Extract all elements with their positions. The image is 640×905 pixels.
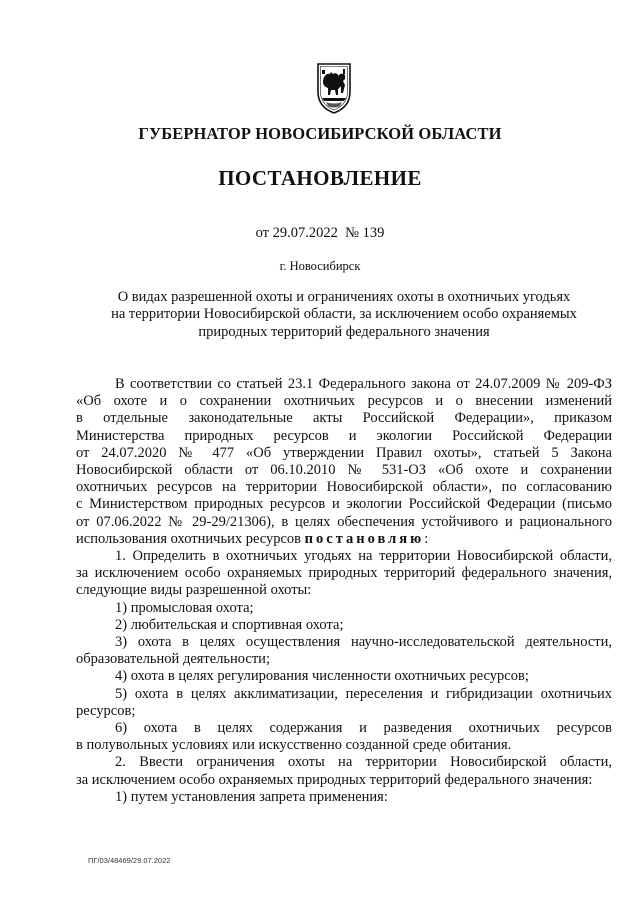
subitem-1: 1) промысловая охота; [115, 599, 254, 616]
preamble-line: Министерства природных ресурсов и экологии Российской Федерации [76, 427, 612, 444]
document-subject [76, 289, 612, 341]
novosibirsk-coat-of-arms-icon [316, 62, 352, 114]
subject-line: О видах разрешенной охоты и ограничениях охоты в охотничьих угодьях [117, 289, 571, 305]
item-2-subitem-1: 1) путем установления запрета применения: [115, 788, 388, 805]
item-2-line: за исключением особо охраняемых природных территорий федерального значения: [76, 771, 593, 788]
preamble-line: «Об охоте и о сохранении охотничьих ресурсов и о внесении изменений [76, 393, 612, 410]
city-line: г. Новосибирск [279, 259, 361, 273]
subitem-2: 2) любительская и спортивная охота; [115, 616, 344, 633]
preamble-line: от 24.07.2020 № 477 «Об утверждении Правил охоты», статьей 5 Закона [76, 444, 612, 461]
subitem-5-line: ресурсов; [76, 702, 136, 719]
item-1-line: следующие виды разрешенной охоты: [76, 582, 312, 599]
subject-line: природных территорий федерального значения [198, 323, 490, 340]
date-and-number: от 29.07.2022 № 139 [255, 225, 385, 241]
preamble-line: с Министерством природных ресурсов и экологии Российской Федерации (письмо [76, 496, 612, 513]
subitem-6-line: в полувольных условиях или искусственно созданной среде обитания. [76, 737, 512, 754]
document-type-heading: ПОСТАНОВЛЕНИЕ [218, 166, 422, 190]
subitem-6-line: 6) охота в целях содержания и разведения охотничьих ресурсов [115, 720, 612, 737]
preamble-line: в отдельные законодательные акты Российской Федерации», приказом [76, 410, 612, 427]
subitem-3-line: 3) охота в целях осуществления научно-исследовательской деятельности, [115, 634, 612, 651]
subitem-3-line: образовательной деятельности; [76, 651, 270, 668]
item-2-line: 2. Ввести ограничения охоты на территории Новосибирской области, [115, 754, 612, 771]
document-registration-code: ПГ/03/48469/29.07.2022 [88, 856, 171, 865]
preamble-line: от 07.06.2022 № 29-29/21306), в целях обеспечения устойчивого и рационального [76, 513, 612, 530]
preamble-line: В соответствии со статьей 23.1 Федерального закона от 24.07.2009 № 209-ФЗ [115, 376, 612, 392]
document-body [76, 376, 612, 806]
preamble-line: использования охотничьих ресурсов [76, 530, 302, 547]
preamble-line: Новосибирской области от 06.10.2010 № 531-ОЗ «Об охоте и сохранении [76, 462, 612, 479]
authority-title: ГУБЕРНАТОР НОВОСИБИРСКОЙ ОБЛАСТИ [138, 124, 502, 143]
resolve-word: постановляю [304, 530, 425, 547]
subject-line: на территории Новосибирской области, за исключением особо охраняемых [111, 306, 577, 323]
preamble-final-line [76, 531, 612, 548]
preamble-line: охотничьих ресурсов на территории Новосибирской области», по согласованию [76, 479, 612, 496]
subitem-5-line: 5) охота в целях акклиматизации, переселения и гибридизации охотничьих [115, 685, 612, 702]
resolve-colon: : [424, 530, 429, 547]
item-1-line: 1. Определить в охотничьих угодьях на территории Новосибирской области, [115, 548, 612, 565]
item-1-line: за исключением особо охраняемых природных территорий федерального значения, [76, 565, 612, 582]
subitem-4: 4) охота в целях регулирования численности охотничьих ресурсов; [115, 668, 529, 685]
